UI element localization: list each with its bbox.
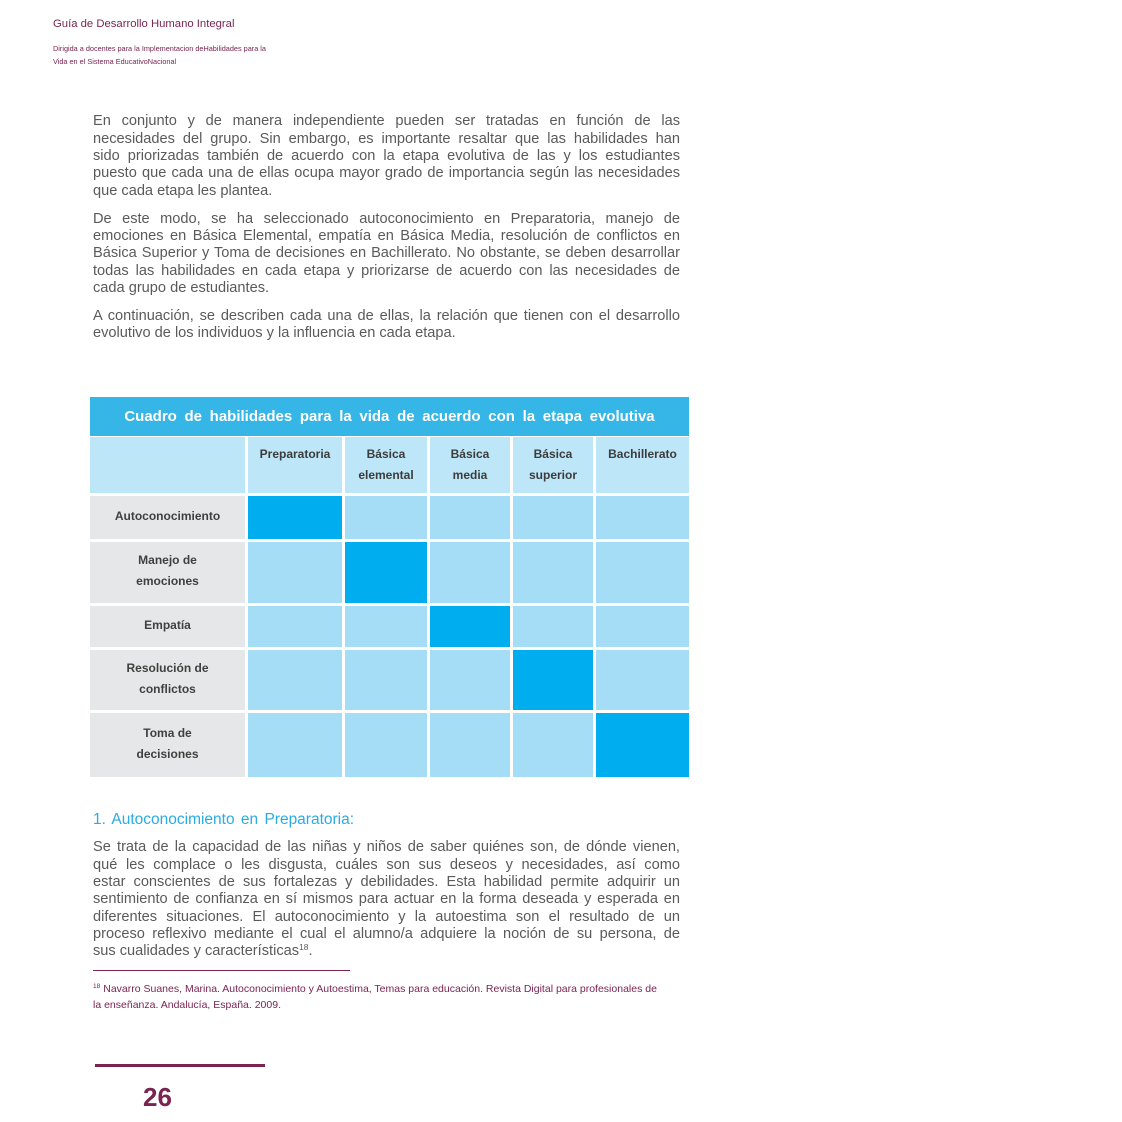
footnote-text: Navarro Suanes, Marina. Autoconocimiento y Autoestima, Temas para educación. Revista Digital para profesionales de — [103, 983, 657, 995]
table-cell — [248, 713, 342, 777]
paragraph-line — [93, 943, 680, 960]
paragraph-line: proceso reflexivo mediante el cual el alumno/a adquiere la noción de su persona, de — [93, 925, 680, 942]
table-cell — [248, 542, 342, 603]
page-number: 26 — [143, 1082, 172, 1112]
table-cell — [513, 496, 593, 539]
row-label — [90, 713, 245, 777]
table-cell — [513, 713, 593, 777]
row-label — [90, 542, 245, 603]
header-title: Guía de Desarrollo Humano Integral — [53, 18, 235, 30]
paragraph-line: cada grupo de estudiantes. — [93, 279, 270, 296]
paragraph-line: diferentes situaciones. El autoconocimiento y la autoestima son el resultado de un — [93, 908, 680, 925]
intro-text — [93, 113, 680, 353]
paragraph-line: A continuación, se describen cada una de ellas, la relación que tienen con el desarrollo — [93, 308, 680, 325]
paragraph — [93, 308, 680, 343]
paragraph-line-text: sus cualidades y características — [93, 943, 300, 960]
table-cell — [345, 496, 427, 539]
table-cell — [513, 542, 593, 603]
paragraph-line: sido priorizadas también de acuerdo con la etapa evolutiva de las y los estudiantes — [93, 147, 680, 164]
paragraph-line: Se trata de la capacidad de las niñas y niños de saber quiénes son, de dónde vienen, — [93, 839, 680, 856]
header-subtitle-line: Vida en el Sistema EducativoNacional — [53, 56, 177, 66]
paragraph-line: De este modo, se ha seleccionado autoconocimiento en Preparatoria, manejo de — [93, 210, 680, 227]
row-label-text: Manejo de emociones — [136, 553, 199, 588]
footnote-reference: 18 — [299, 942, 309, 953]
table-cell — [430, 496, 510, 539]
paragraph-line: evolutivo de los individuos y la influencia en cada etapa. — [93, 325, 456, 342]
paragraph-line: emociones en Básica Elemental, empatía en Básica Media, resolución de conflictos en — [93, 228, 680, 245]
paragraph-line: sentimiento de confianza en sí mismos para actuar en la forma deseada y esperada en — [93, 891, 680, 908]
paragraph-line: En conjunto y de manera independiente pueden ser tratadas en función de las — [93, 113, 680, 130]
header-subtitle-line: Dirigida a docentes para la Implementacion deHabilidades para la — [53, 43, 266, 53]
row-label — [90, 650, 245, 710]
paragraph-line: necesidades del grupo. Sin embargo, es importante resaltar que las habilidades han — [93, 130, 680, 147]
paragraph-line: estar conscientes de sus fortalezas y debilidades. Esta habilidad permite adquirir un — [93, 873, 680, 890]
table-corner-cell — [90, 437, 245, 493]
table-cell — [345, 650, 427, 710]
footnote-line — [93, 981, 693, 997]
row-label-text: Resolución de conflictos — [126, 660, 209, 696]
column-header: Bachillerato — [596, 437, 689, 493]
table-cell — [248, 650, 342, 710]
table-cell-priority — [248, 496, 342, 539]
table-cell — [430, 713, 510, 777]
row-label — [90, 496, 245, 539]
paragraph-line: Básica Superior y Toma de decisiones en Bachillerato. No obstante, se deben desarrollar — [93, 245, 680, 262]
table-cell-priority — [430, 606, 510, 647]
table-cell — [345, 606, 427, 647]
table-cell — [430, 650, 510, 710]
table-cell — [596, 650, 689, 710]
column-header: Básica media — [430, 437, 510, 493]
row-label — [90, 606, 245, 647]
paragraph-line: puesto que cada una de ellas ocupa mayor grado de importancia según las necesidades — [93, 165, 680, 182]
table-cell — [345, 713, 427, 777]
row-label-text: Toma de decisiones — [136, 725, 199, 761]
footnote-marker: 18 — [93, 983, 101, 990]
section-heading: 1. Autoconocimiento en Preparatoria: — [93, 811, 355, 828]
table-cell — [430, 542, 510, 603]
paragraph-line: qué les complace o les disgusta, cuáles son sus deseos y necesidades, así como — [93, 856, 680, 873]
footnote-rule — [93, 970, 350, 971]
paragraph-line: todas las habilidades en cada etapa y priorizarse de acuerdo con las necesidades de — [93, 262, 680, 279]
header-subtitle — [53, 42, 266, 68]
table-cell — [596, 542, 689, 603]
table-cell-priority — [596, 713, 689, 777]
paragraph-line-end: . — [308, 943, 313, 960]
table-cell — [596, 496, 689, 539]
table-cell — [513, 606, 593, 647]
section-paragraph — [93, 839, 680, 960]
row-label-text: Autoconocimiento — [114, 508, 221, 523]
column-header: Básica superior — [513, 437, 593, 493]
table-cell — [248, 606, 342, 647]
paragraph — [93, 211, 680, 297]
page-number-rule — [95, 1064, 265, 1067]
footnote-line: la enseñanza. Andalucía, España. 2009. — [93, 999, 281, 1011]
column-header: Básica elemental — [345, 437, 427, 493]
paragraph-line: que cada etapa les plantea. — [93, 182, 273, 199]
table-cell-priority — [345, 542, 427, 603]
table-cell — [596, 606, 689, 647]
column-header: Preparatoria — [248, 437, 342, 493]
footnote — [93, 981, 693, 1013]
table-cell-priority — [513, 650, 593, 710]
table-title: Cuadro de habilidades para la vida de acuerdo con la etapa evolutiva — [90, 397, 689, 436]
skills-table — [90, 437, 689, 777]
paragraph — [93, 113, 680, 199]
row-label-text: Empatía — [144, 617, 191, 632]
